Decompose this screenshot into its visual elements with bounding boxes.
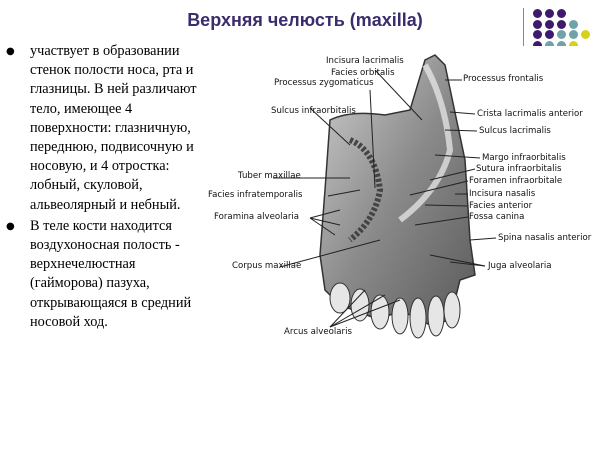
decorative-dot: [533, 30, 542, 39]
decorative-dot: [545, 30, 554, 39]
label-incisura-lacrimalis: Incisura lacrimalis: [326, 56, 404, 66]
label-sulcus-infraorbitalis: Sulcus infraorbitalis: [271, 106, 356, 116]
decorative-dot: [569, 20, 578, 29]
label-margo-infraorbitalis: Margo infraorbitalis: [482, 153, 566, 163]
label-corpus-maxillae: Corpus maxillae: [232, 261, 302, 271]
label-facies-orbitalis: Facies orbitalis: [331, 68, 395, 78]
label-sulcus-lacrimalis: Sulcus lacrimalis: [479, 126, 551, 136]
decorative-dot: [581, 30, 590, 39]
label-processus-zygomaticus: Processus zygomaticus: [274, 78, 374, 88]
decorative-dot: [557, 20, 566, 29]
label-crista-lacrimalis: Crista lacrimalis anterior: [477, 109, 583, 119]
decorative-dot: [533, 20, 542, 29]
bullet-dot-icon: ●: [6, 46, 15, 57]
bullet-list: [6, 42, 211, 334]
decorative-dot: [557, 9, 566, 18]
label-foramina-alveolaria: Foramina alveolaria: [214, 212, 300, 222]
decorative-dot: [569, 30, 578, 39]
label-spina-nasalis: Spina nasalis anterior: [498, 233, 592, 243]
decorative-dot: [545, 20, 554, 29]
decorative-dot: [557, 30, 566, 39]
label-facies-infratemporalis: Facies infratemporalis: [208, 190, 303, 200]
label-arcus-alveolaris: Arcus alveolaris: [284, 327, 352, 337]
bullet-item: [6, 42, 211, 215]
bullet-text: В теле кости находится воздухоносная полость - верхнечелюстная (гайморова) пазуха, открывающаяся в средний носовой ход.: [30, 217, 192, 330]
decorative-dot: [545, 9, 554, 18]
bullet-dot-icon: ●: [6, 220, 15, 232]
decorative-dot: [533, 9, 542, 18]
label-fossa-canina: Fossa canina: [469, 212, 525, 222]
bullet-text: участвует в образовании стенок полости носа, рта и глазницы. В ней различают тело, имеющее 4 поверхности: глазничную, переднюю, подвисочную и носовую, и 4 отростка: лобный, скуловой, альвеолярный и небный.: [30, 43, 197, 213]
label-sutura-infraorbitalis: Sutura infraorbitalis: [476, 164, 562, 174]
bullet-item: [6, 217, 211, 332]
label-foramen-infraorbitale: Foramen infraorbitale: [469, 176, 563, 186]
label-juga-alveolaria: Juga alveolaria: [488, 261, 552, 271]
slide-title: Верхняя челюсть (maxilla): [187, 10, 423, 30]
label-facies-anterior: Facies anterior: [469, 201, 533, 211]
label-processus-frontalis: Processus frontalis: [463, 74, 544, 84]
label-tuber-maxillae: Tuber maxillae: [238, 171, 301, 181]
label-incisura-nasalis: Incisura nasalis: [469, 189, 536, 199]
